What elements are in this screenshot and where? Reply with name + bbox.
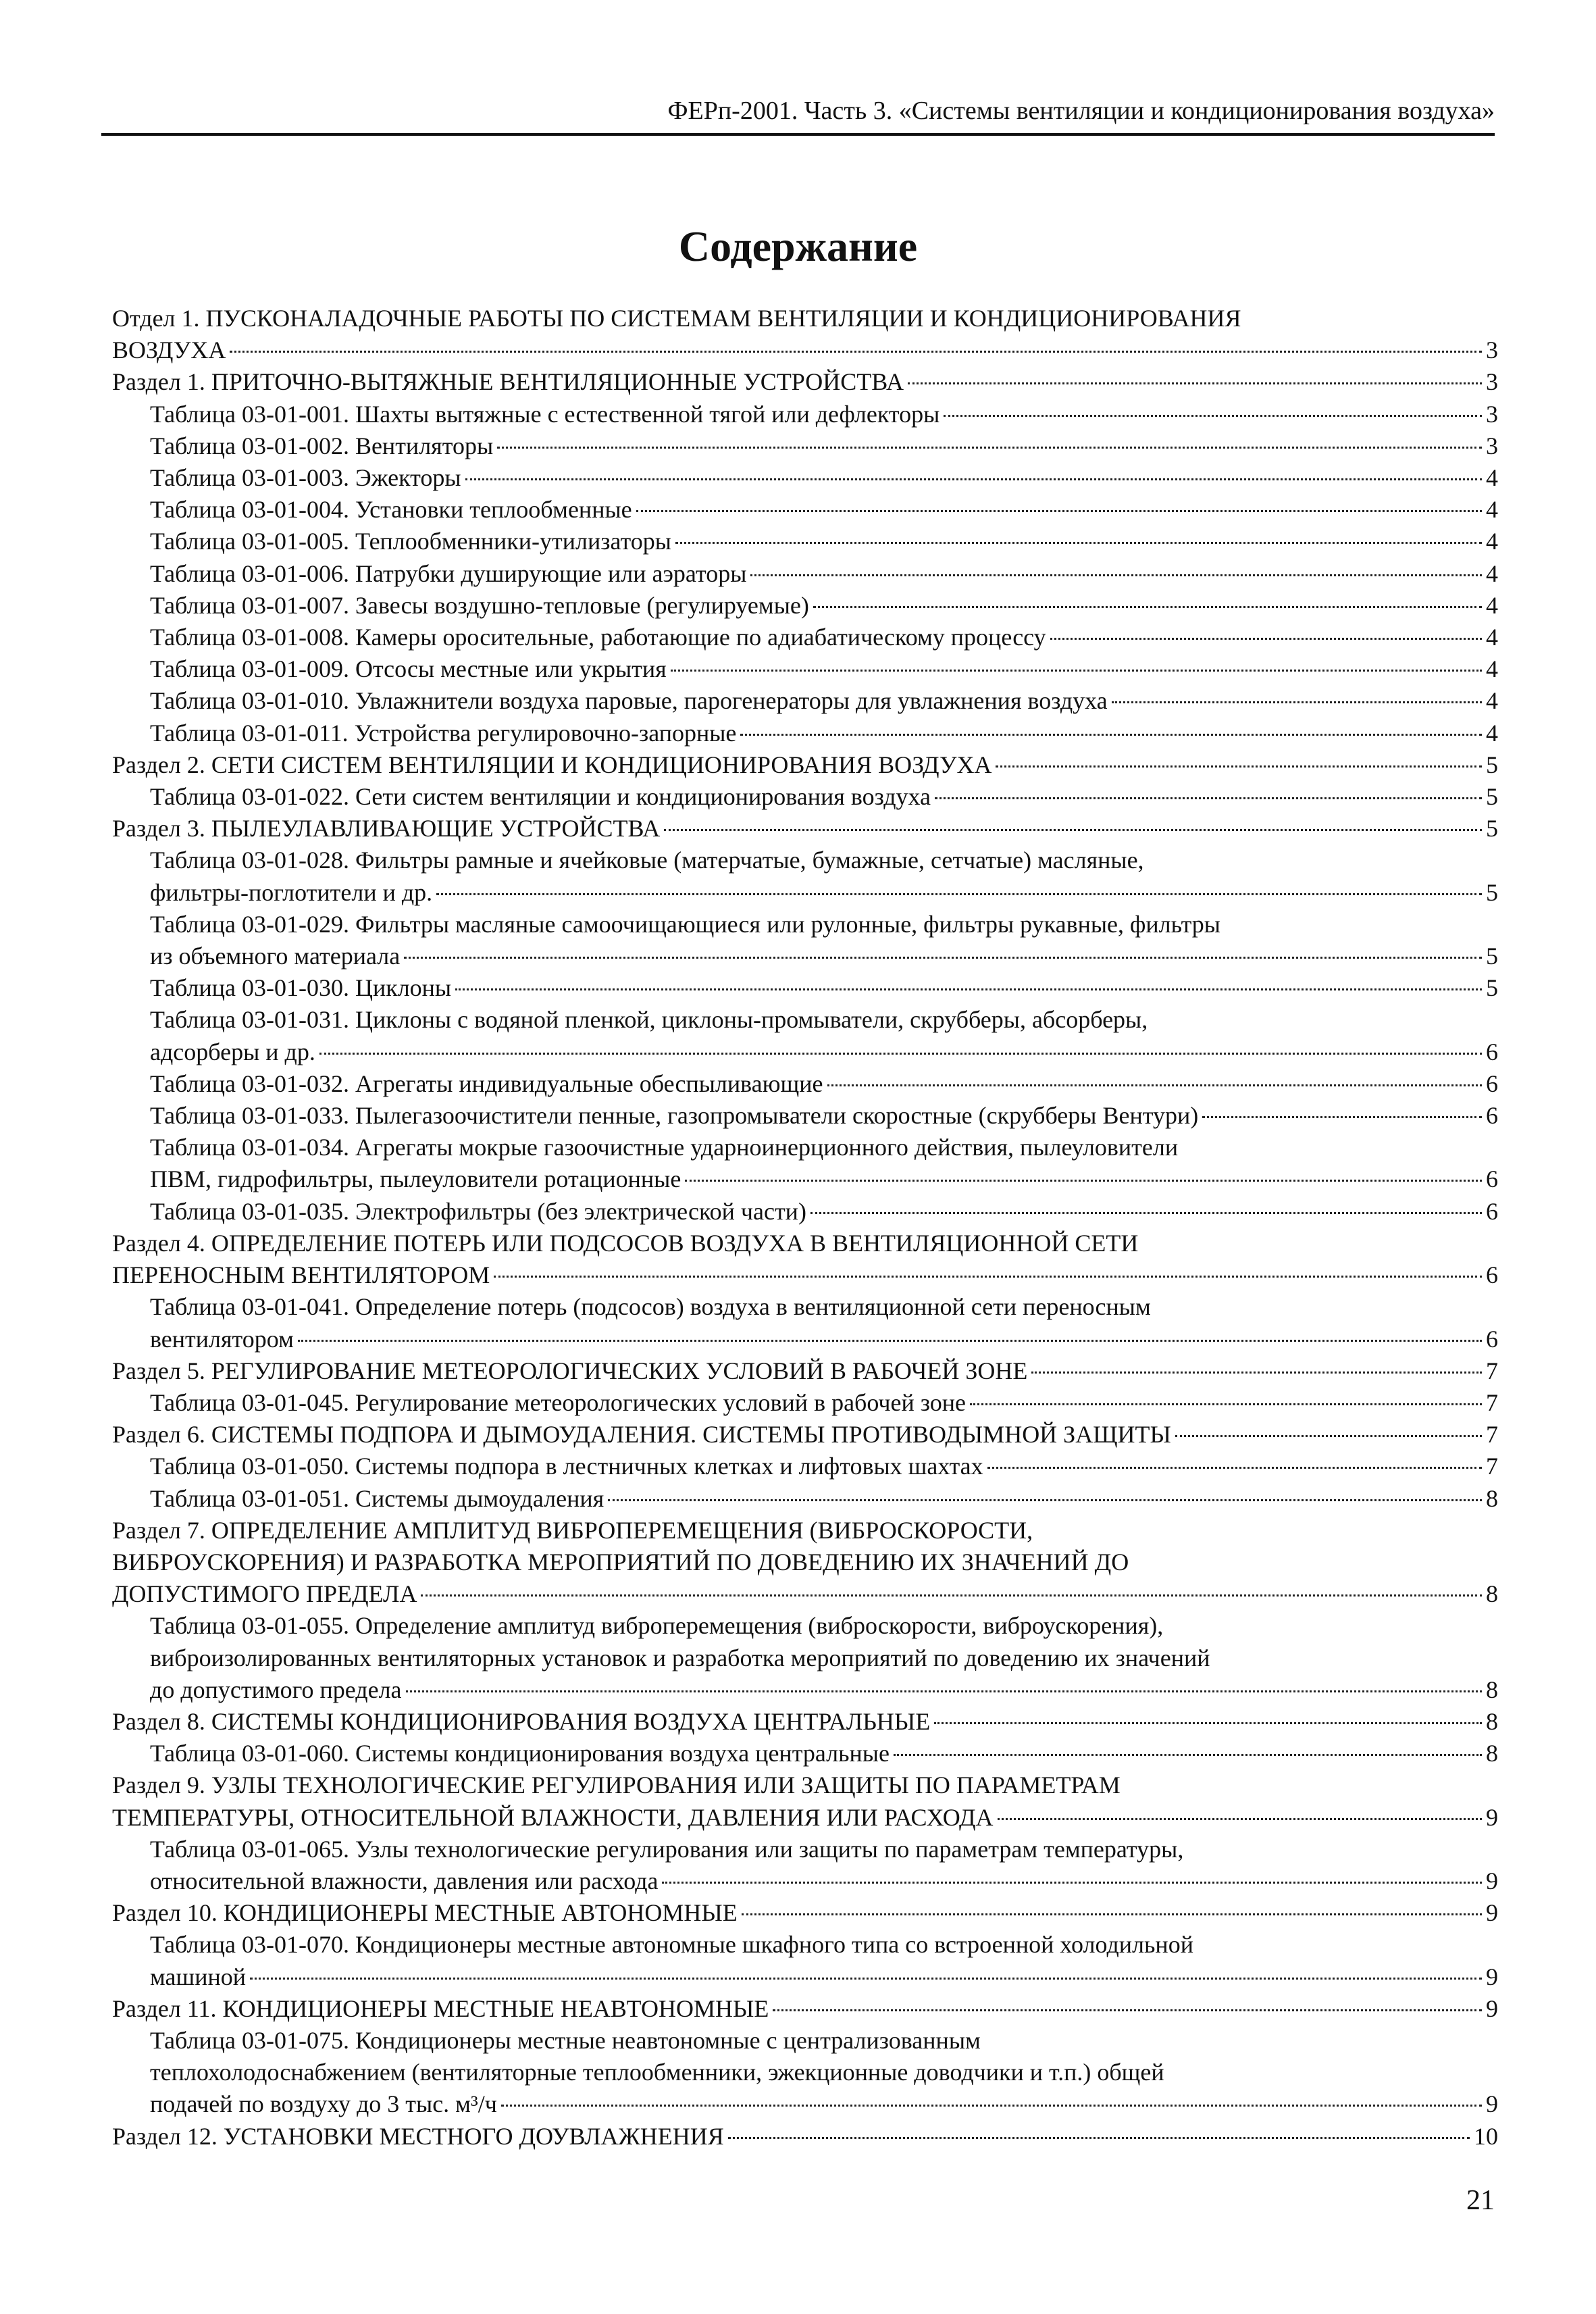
toc-entry-line — [150, 622, 1498, 653]
toc-entry-text: Таблица 03-01-033. Пылегазоочистители пенные, газопромыватели скоростные (скрубберы Вентури) — [150, 1102, 1199, 1130]
table-of-contents — [112, 303, 1498, 2153]
toc-entry-line — [150, 909, 1498, 940]
toc-section-entry[interactable] — [112, 1515, 1498, 1611]
dot-leader — [1202, 1116, 1482, 1118]
dot-leader — [894, 1754, 1482, 1756]
toc-table-entry[interactable] — [112, 590, 1498, 622]
toc-entry-text: ПЕРЕНОСНЫМ ВЕНТИЛЯТОРОМ — [112, 1261, 490, 1289]
toc-page-number: 4 — [1486, 528, 1498, 555]
dot-leader — [497, 447, 1482, 449]
dot-leader — [662, 1882, 1482, 1884]
toc-section-entry[interactable] — [112, 813, 1498, 845]
toc-table-entry[interactable] — [112, 430, 1498, 462]
toc-table-entry[interactable] — [112, 399, 1498, 430]
toc-entry-text: Таблица 03-01-009. Отсосы местные или укрытия — [150, 655, 667, 683]
toc-entry-text: Таблица 03-01-011. Устройства регулировочно-запорные — [150, 719, 737, 747]
toc-entry-line — [150, 685, 1498, 717]
dot-leader — [685, 1180, 1482, 1182]
toc-table-entry[interactable] — [112, 494, 1498, 526]
toc-table-entry[interactable] — [112, 781, 1498, 813]
toc-entry-text: Таблица 03-01-060. Системы кондиционирования воздуха центральные — [150, 1740, 890, 1767]
toc-page-number: 6 — [1486, 1070, 1498, 1097]
toc-page-number: 3 — [1486, 400, 1498, 428]
dot-leader — [934, 1722, 1482, 1724]
toc-entry-text: Раздел 5. РЕГУЛИРОВАНИЕ МЕТЕОРОЛОГИЧЕСКИХ УСЛОВИЙ В РАБОЧЕЙ ЗОНЕ — [112, 1357, 1028, 1384]
toc-entry-line — [112, 1993, 1498, 2025]
toc-page-number: 7 — [1486, 1421, 1498, 1449]
toc-entry-line — [150, 558, 1498, 590]
toc-entry-text: адсорберы и др. — [150, 1038, 315, 1065]
toc-section-entry[interactable] — [112, 749, 1498, 781]
toc-entry-line — [150, 1961, 1498, 1993]
toc-entry-text: Таблица 03-01-001. Шахты вытяжные с естественной тягой или дефлекторы — [150, 400, 940, 428]
toc-page-number: 6 — [1486, 1165, 1498, 1193]
toc-page-number: 3 — [1486, 432, 1498, 459]
toc-entry-text: Раздел 11. КОНДИЦИОНЕРЫ МЕСТНЫЕ НЕАВТОНОМНЫЕ — [112, 1994, 769, 2022]
toc-page-number: 4 — [1486, 655, 1498, 683]
toc-entry-line — [112, 813, 1498, 845]
toc-table-entry[interactable] — [112, 2025, 1498, 2121]
toc-entry-line — [112, 2121, 1498, 2153]
toc-entry-text: ТЕМПЕРАТУРЫ, ОТНОСИТЕЛЬНОЙ ВЛАЖНОСТИ, ДАВЛЕНИЯ ИЛИ РАСХОДА — [112, 1803, 994, 1831]
toc-entry-text: Таблица 03-01-051. Системы дымоудаления — [150, 1484, 604, 1512]
toc-entry-line — [150, 1610, 1498, 1642]
toc-entry-line — [112, 1419, 1498, 1451]
toc-entry-text: виброизолированных вентиляторных установок и разработка мероприятий по доведению их значений — [150, 1644, 1210, 1671]
toc-entry-line — [150, 1674, 1498, 1706]
toc-entry-text: Раздел 7. ОПРЕДЕЛЕНИЕ АМПЛИТУД ВИБРОПЕРЕМЕЩЕНИЯ (ВИБРОСКОРОСТИ, — [112, 1516, 1033, 1544]
toc-entry-line — [150, 1004, 1498, 1036]
toc-section-entry[interactable] — [112, 1228, 1498, 1291]
toc-page-number: 5 — [1486, 974, 1498, 1002]
toc-entry-text: Таблица 03-01-029. Фильтры масляные самоочищающиеся или рулонные, фильтры рукавные, фильтры — [150, 910, 1220, 938]
dot-leader — [675, 542, 1482, 544]
toc-page-number: 4 — [1486, 496, 1498, 524]
toc-page-number: 9 — [1486, 1899, 1498, 1927]
toc-entry-text: Раздел 10. КОНДИЦИОНЕРЫ МЕСТНЫЕ АВТОНОМНЫЕ — [112, 1899, 738, 1927]
dot-leader — [436, 893, 1482, 895]
toc-entry-line — [112, 1578, 1498, 1610]
toc-entry-line — [112, 749, 1498, 781]
toc-table-entry[interactable] — [112, 1738, 1498, 1769]
toc-entry-line — [150, 781, 1498, 813]
toc-table-entry[interactable] — [112, 1610, 1498, 1706]
toc-table-entry[interactable] — [112, 909, 1498, 972]
toc-entry-line — [112, 1706, 1498, 1738]
toc-page-number: 8 — [1486, 1707, 1498, 1735]
toc-entry-line — [150, 1324, 1498, 1355]
dot-leader — [935, 797, 1482, 799]
toc-entry-line — [150, 1196, 1498, 1228]
toc-entry-text: Таблица 03-01-045. Регулирование метеорологических условий в рабочей зоне — [150, 1388, 967, 1416]
toc-entry-line — [112, 1769, 1498, 1801]
dot-leader — [996, 765, 1482, 768]
toc-entry-text: Таблица 03-01-006. Патрубки душирующие или аэраторы — [150, 559, 747, 587]
toc-entry-line — [112, 334, 1498, 366]
toc-entry-text: Таблица 03-01-070. Кондиционеры местные автономные шкафного типа со встроенной холодильной — [150, 1931, 1193, 1959]
toc-entry-text: Таблица 03-01-003. Эжекторы — [150, 464, 461, 492]
dot-leader — [501, 2105, 1482, 2107]
toc-entry-text: Таблица 03-01-005. Теплообменники-утилизаторы — [150, 528, 671, 555]
toc-table-entry[interactable] — [112, 845, 1498, 908]
toc-section-entry[interactable] — [112, 1419, 1498, 1451]
toc-page-number: 5 — [1486, 878, 1498, 906]
toc-entry-text: Таблица 03-01-041. Определение потерь (подсосов) воздуха в вентиляционной сети переносным — [150, 1293, 1151, 1321]
toc-entry-line — [150, 1163, 1498, 1195]
toc-entry-line — [112, 366, 1498, 398]
toc-table-entry[interactable] — [112, 1132, 1498, 1195]
toc-entry-line — [112, 1802, 1498, 1834]
dot-leader — [750, 574, 1482, 576]
toc-page-number: 9 — [1486, 1994, 1498, 2022]
toc-entry-line — [150, 2057, 1498, 2088]
toc-entry-text: Таблица 03-01-028. Фильтры рамные и ячейковые (матерчатые, бумажные, сетчатые) масляные, — [150, 847, 1144, 874]
toc-section-entry[interactable] — [112, 1706, 1498, 1738]
toc-entry-line — [150, 590, 1498, 622]
toc-page-number: 4 — [1486, 559, 1498, 587]
toc-page-number: 7 — [1486, 1388, 1498, 1416]
toc-table-entry[interactable] — [112, 1387, 1498, 1419]
toc-entry-line — [150, 1834, 1498, 1865]
toc-entry-text: фильтры-поглотители и др. — [150, 878, 433, 906]
toc-entry-line — [150, 430, 1498, 462]
toc-entry-text: теплохолодоснабжением (вентиляторные теплообменники, эжекционные доводчики и т.п.) общей — [150, 2059, 1164, 2086]
toc-section-entry[interactable] — [112, 1897, 1498, 1929]
toc-entry-text: Раздел 8. СИСТЕМЫ КОНДИЦИОНИРОВАНИЯ ВОЗДУХА ЦЕНТРАЛЬНЫЕ — [112, 1707, 931, 1735]
toc-entry-line — [150, 1865, 1498, 1897]
toc-page-number: 3 — [1486, 336, 1498, 364]
toc-table-entry[interactable] — [112, 1929, 1498, 1992]
toc-entry-text: Таблица 03-01-065. Узлы технологические регулирования или защиты по параметрам температуры, — [150, 1835, 1184, 1863]
dot-leader — [230, 351, 1482, 353]
toc-table-entry[interactable] — [112, 653, 1498, 685]
dot-leader — [455, 988, 1482, 990]
toc-page-number: 5 — [1486, 942, 1498, 970]
dot-leader — [465, 478, 1482, 480]
toc-entry-text: относительной влажности, давления или расхода — [150, 1867, 659, 1894]
toc-table-entry[interactable] — [112, 1004, 1498, 1067]
toc-entry-text: Раздел 3. ПЫЛЕУЛАВЛИВАЮЩИЕ УСТРОЙСТВА — [112, 815, 661, 842]
dot-leader — [827, 1084, 1483, 1086]
toc-entry-line — [150, 1387, 1498, 1419]
toc-entry-line — [150, 1929, 1498, 1961]
dot-leader — [813, 606, 1482, 608]
toc-entry-line — [150, 2088, 1498, 2120]
toc-page-number: 8 — [1486, 1740, 1498, 1767]
toc-table-entry[interactable] — [112, 462, 1498, 494]
toc-entry-text: Таблица 03-01-075. Кондиционеры местные неавтономные с централизованным — [150, 2026, 981, 2054]
toc-entry-line — [150, 877, 1498, 909]
toc-page-number: 4 — [1486, 464, 1498, 492]
toc-entry-text: ВИБРОУСКОРЕНИЯ) И РАЗРАБОТКА МЕРОПРИЯТИЙ ПО ДОВЕДЕНИЮ ИХ ЗНАЧЕНИЙ ДО — [112, 1548, 1129, 1576]
toc-page-number: 3 — [1486, 368, 1498, 396]
toc-entry-text: вентилятором — [150, 1325, 294, 1353]
running-header: ФЕРп-2001. Часть 3. «Системы вентиляции и кондиционирования воздуха» — [667, 97, 1495, 125]
toc-page-number: 6 — [1486, 1102, 1498, 1130]
dot-leader — [664, 829, 1482, 831]
toc-entry-text: Таблица 03-01-034. Агрегаты мокрые газоочистные ударноинерционного действия, пылеуловители — [150, 1134, 1179, 1161]
toc-entry-text: Раздел 1. ПРИТОЧНО-ВЫТЯЖНЫЕ ВЕНТИЛЯЦИОННЫЕ УСТРОЙСТВА — [112, 368, 904, 396]
toc-section-entry[interactable] — [112, 1769, 1498, 1833]
dot-leader — [740, 734, 1482, 736]
toc-entry-text: Раздел 6. СИСТЕМЫ ПОДПОРА И ДЫМОУДАЛЕНИЯ. СИСТЕМЫ ПРОТИВОДЫМНОЙ ЗАЩИТЫ — [112, 1421, 1171, 1449]
dot-leader — [1175, 1435, 1482, 1437]
toc-page-number: 6 — [1486, 1261, 1498, 1289]
toc-page-number: 9 — [1486, 1867, 1498, 1894]
toc-entry-text: Раздел 9. УЗЛЫ ТЕХНОЛОГИЧЕСКИЕ РЕГУЛИРОВАНИЯ ИЛИ ЗАЩИТЫ ПО ПАРАМЕТРАМ — [112, 1771, 1121, 1799]
dot-leader — [608, 1499, 1482, 1501]
toc-section-entry[interactable] — [112, 2121, 1498, 2153]
toc-entry-text: Таблица 03-01-004. Установки теплообменные — [150, 496, 632, 524]
toc-entry-line — [150, 1100, 1498, 1132]
dot-leader — [1050, 638, 1482, 640]
toc-entry-text: Таблица 03-01-032. Агрегаты индивидуальные обеспыливающие — [150, 1070, 823, 1097]
dot-leader — [998, 1818, 1482, 1820]
toc-section-entry[interactable] — [112, 1993, 1498, 2025]
toc-entry-line — [112, 1546, 1498, 1578]
header-rule — [101, 133, 1495, 136]
toc-section-entry[interactable] — [112, 1355, 1498, 1387]
toc-page-number: 7 — [1486, 1453, 1498, 1480]
toc-entry-line — [150, 1738, 1498, 1769]
toc-entry-line — [150, 1291, 1498, 1323]
toc-page-number: 7 — [1486, 1357, 1498, 1384]
dot-leader — [1031, 1372, 1482, 1374]
toc-entry-line — [150, 526, 1498, 557]
toc-section-entry[interactable] — [112, 366, 1498, 398]
toc-table-entry[interactable] — [112, 718, 1498, 749]
toc-page-number: 8 — [1486, 1484, 1498, 1512]
toc-table-entry[interactable] — [112, 1834, 1498, 1897]
toc-entry-line — [150, 494, 1498, 526]
toc-entry-text: Таблица 03-01-007. Завесы воздушно-тепловые (регулируемые) — [150, 591, 809, 619]
dot-leader — [250, 1978, 1482, 1980]
toc-entry-line — [150, 653, 1498, 685]
toc-entry-line — [150, 2025, 1498, 2057]
toc-page-number: 5 — [1486, 751, 1498, 778]
toc-entry-line — [112, 1515, 1498, 1546]
dot-leader — [671, 670, 1482, 672]
dot-leader — [908, 382, 1482, 384]
toc-page-number: 4 — [1486, 719, 1498, 747]
toc-table-entry[interactable] — [112, 1483, 1498, 1515]
toc-entry-line — [150, 1642, 1498, 1674]
toc-entry-text: Раздел 12. УСТАНОВКИ МЕСТНОГО ДОУВЛАЖНЕНИЯ — [112, 2122, 724, 2150]
toc-entry-line — [150, 462, 1498, 494]
toc-page-number: 10 — [1474, 2122, 1498, 2150]
toc-table-entry[interactable] — [112, 972, 1498, 1004]
toc-page-number: 8 — [1486, 1580, 1498, 1608]
toc-table-entry[interactable] — [112, 622, 1498, 653]
dot-leader — [773, 2009, 1482, 2011]
toc-entry-text: ВОЗДУХА — [112, 336, 226, 364]
dot-leader — [728, 2137, 1470, 2139]
toc-entry-text: Раздел 2. СЕТИ СИСТЕМ ВЕНТИЛЯЦИИ И КОНДИЦИОНИРОВАНИЯ ВОЗДУХА — [112, 751, 992, 778]
toc-page-number: 4 — [1486, 591, 1498, 619]
page-number: 21 — [1466, 2185, 1495, 2216]
toc-entry-line — [112, 1897, 1498, 1929]
toc-entry-text: Раздел 4. ОПРЕДЕЛЕНИЕ ПОТЕРЬ ИЛИ ПОДСОСОВ ВОЗДУХА В ВЕНТИЛЯЦИОННОЙ СЕТИ — [112, 1229, 1139, 1257]
toc-entry-text: Таблица 03-01-022. Сети систем вентиляции и кондиционирования воздуха — [150, 783, 931, 811]
toc-table-entry[interactable] — [112, 1100, 1498, 1132]
toc-entry-text: Таблица 03-01-050. Системы подпора в лестничных клетках и лифтовых шахтах — [150, 1453, 983, 1480]
toc-entry-text: Таблица 03-01-055. Определение амплитуд виброперемещения (виброскорости, виброускорения), — [150, 1612, 1164, 1640]
toc-entry-line — [112, 1355, 1498, 1387]
toc-page-number: 5 — [1486, 815, 1498, 842]
toc-entry-line — [150, 972, 1498, 1004]
toc-table-entry[interactable] — [112, 526, 1498, 557]
toc-page-number: 9 — [1486, 1963, 1498, 1990]
toc-entry-line — [150, 399, 1498, 430]
toc-entry-line — [150, 1132, 1498, 1163]
dot-leader — [987, 1467, 1482, 1469]
dot-leader — [494, 1276, 1482, 1278]
toc-entry-text: из объемного материала — [150, 942, 401, 970]
toc-entry-line — [150, 1036, 1498, 1068]
dot-leader — [406, 1690, 1482, 1692]
toc-entry-line — [112, 303, 1498, 334]
toc-entry-line — [150, 1068, 1498, 1100]
toc-entry-line — [150, 940, 1498, 972]
toc-entry-text: Таблица 03-01-030. Циклоны — [150, 974, 452, 1002]
dot-leader — [1112, 701, 1482, 703]
toc-page-number: 6 — [1486, 1038, 1498, 1065]
dot-leader — [404, 957, 1482, 959]
toc-page-number: 5 — [1486, 783, 1498, 811]
toc-page-number: 9 — [1486, 2090, 1498, 2118]
toc-entry-text: Таблица 03-01-031. Циклоны с водяной пленкой, циклоны-промыватели, скрубберы, абсорберы, — [150, 1006, 1148, 1034]
toc-entry-text: машиной — [150, 1963, 247, 1990]
page-title: Содержание — [678, 222, 918, 270]
toc-entry-text: до допустимого предела — [150, 1676, 402, 1703]
toc-section-entry[interactable] — [112, 303, 1498, 366]
toc-page-number: 9 — [1486, 1803, 1498, 1831]
toc-table-entry[interactable] — [112, 1291, 1498, 1355]
toc-entry-line — [150, 845, 1498, 876]
toc-entry-line — [112, 1228, 1498, 1259]
toc-table-entry[interactable] — [112, 1196, 1498, 1228]
toc-entry-text: Таблица 03-01-002. Вентиляторы — [150, 432, 494, 459]
toc-entry-text: ПВМ, гидрофильтры, пылеуловители ротационные — [150, 1165, 681, 1193]
toc-entry-line — [150, 1483, 1498, 1515]
toc-page-number: 6 — [1486, 1325, 1498, 1353]
toc-table-entry[interactable] — [112, 558, 1498, 590]
dot-leader — [636, 510, 1482, 512]
toc-page-number: 4 — [1486, 687, 1498, 715]
dot-leader — [944, 415, 1482, 417]
toc-page-number: 6 — [1486, 1197, 1498, 1225]
dot-leader — [742, 1913, 1482, 1915]
dot-leader — [421, 1594, 1482, 1596]
toc-table-entry[interactable] — [112, 685, 1498, 717]
dot-leader — [319, 1053, 1482, 1055]
dot-leader — [970, 1403, 1482, 1405]
toc-entry-line — [150, 718, 1498, 749]
toc-entry-text: Таблица 03-01-010. Увлажнители воздуха паровые, парогенераторы для увлажнения воздуха — [150, 687, 1108, 715]
toc-entry-line — [112, 1259, 1498, 1291]
toc-entry-text: Таблица 03-01-035. Электрофильтры (без электрической части) — [150, 1197, 806, 1225]
toc-table-entry[interactable] — [112, 1068, 1498, 1100]
toc-entry-text: подачей по воздуху до 3 тыс. м³/ч — [150, 2090, 497, 2118]
toc-page-number: 4 — [1486, 624, 1498, 651]
toc-table-entry[interactable] — [112, 1451, 1498, 1482]
toc-entry-text: Таблица 03-01-008. Камеры оросительные, работающие по адиабатическому процессу — [150, 624, 1046, 651]
toc-entry-text: ДОПУСТИМОГО ПРЕДЕЛА — [112, 1580, 417, 1608]
toc-entry-text: Отдел 1. ПУСКОНАЛАДОЧНЫЕ РАБОТЫ ПО СИСТЕМАМ ВЕНТИЛЯЦИИ И КОНДИЦИОНИРОВАНИЯ — [112, 305, 1241, 332]
toc-page-number: 8 — [1486, 1676, 1498, 1703]
dot-leader — [810, 1212, 1482, 1214]
toc-entry-line — [150, 1451, 1498, 1482]
dot-leader — [298, 1340, 1482, 1342]
